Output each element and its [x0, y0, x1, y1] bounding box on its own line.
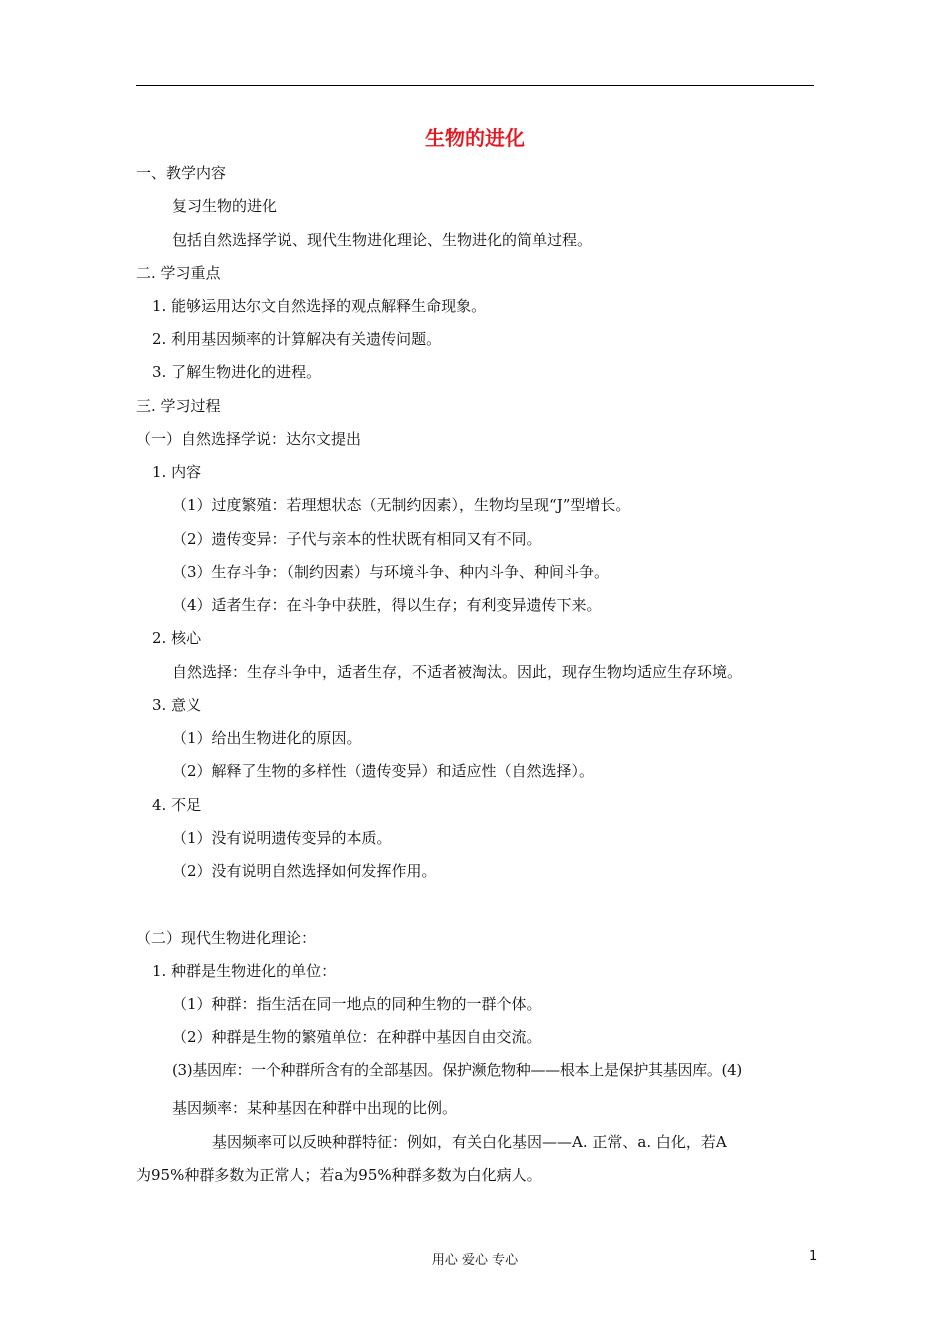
header-rule — [136, 85, 814, 86]
page-number: 1 — [809, 1249, 818, 1264]
text-line: 复习生物的进化 — [172, 197, 278, 215]
text-line: （4）适者生存：在斗争中获胜，得以生存；有利变异遗传下来。 — [172, 596, 602, 614]
text-line: 自然选择：生存斗争中，适者生存，不适者被淘汰。因此，现存生物均适应生存环境。 — [172, 663, 743, 681]
subsection-heading: （二）现代生物进化理论： — [136, 929, 317, 947]
section-heading-process: 三. 学习过程 — [136, 397, 221, 415]
list-item: 4. 不足 — [152, 796, 202, 814]
text-line: (3)基因库：一个种群所含有的全部基因。保护濒危物种——根本上是保护其基因库。(4) — [172, 1061, 742, 1079]
paragraph-line: 为95%种群多数为正常人；若a为95%种群多数为白化病人。 — [136, 1166, 542, 1184]
list-item: 2. 利用基因频率的计算解决有关遗传问题。 — [152, 330, 442, 348]
paragraph-line: 基因频率可以反映种群特征：例如，有关白化基因——A. 正常、a. 白化，若A — [212, 1133, 727, 1151]
subsection-heading: （一）自然选择学说：达尔文提出 — [136, 430, 362, 448]
text-line: （1）给出生物进化的原因。 — [172, 729, 362, 747]
list-item: 2. 核心 — [152, 629, 202, 647]
text-line: （2）解释了生物的多样性（遗传变异）和适应性（自然选择）。 — [172, 762, 595, 780]
text-line: （2）遗传变异：子代与亲本的性状既有相同又有不同。 — [172, 530, 542, 548]
text-line: （1）没有说明遗传变异的本质。 — [172, 829, 392, 847]
text-line: 基因频率：某种基因在种群中出现的比例。 — [172, 1099, 458, 1117]
text-line: （1）过度繁殖：若理想状态（无制约因素），生物均呈现“J”型增长。 — [172, 496, 631, 514]
text-line: 包括自然选择学说、现代生物进化理论、生物进化的简单过程。 — [172, 231, 593, 249]
list-item: 1. 内容 — [152, 463, 202, 481]
document-title: 生物的进化 — [425, 126, 525, 150]
text-line: （1）种群：指生活在同一地点的同种生物的一群个体。 — [172, 995, 542, 1013]
text-line: （2）种群是生物的繁殖单位：在种群中基因自由交流。 — [172, 1028, 542, 1046]
list-item: 1. 种群是生物进化的单位： — [152, 962, 337, 980]
page-footer: 用心 爱心 专心 — [431, 1253, 519, 1268]
list-item: 3. 了解生物进化的进程。 — [152, 363, 322, 381]
list-item: 3. 意义 — [152, 696, 202, 714]
text-line: （2）没有说明自然选择如何发挥作用。 — [172, 862, 437, 880]
text-line: （3）生存斗争：（制约因素）与环境斗争、种内斗争、种间斗争。 — [172, 563, 610, 581]
list-item: 1. 能够运用达尔文自然选择的观点解释生命现象。 — [152, 297, 487, 315]
section-heading-focus: 二. 学习重点 — [136, 264, 221, 282]
section-heading-content: 一、教学内容 — [136, 164, 227, 182]
